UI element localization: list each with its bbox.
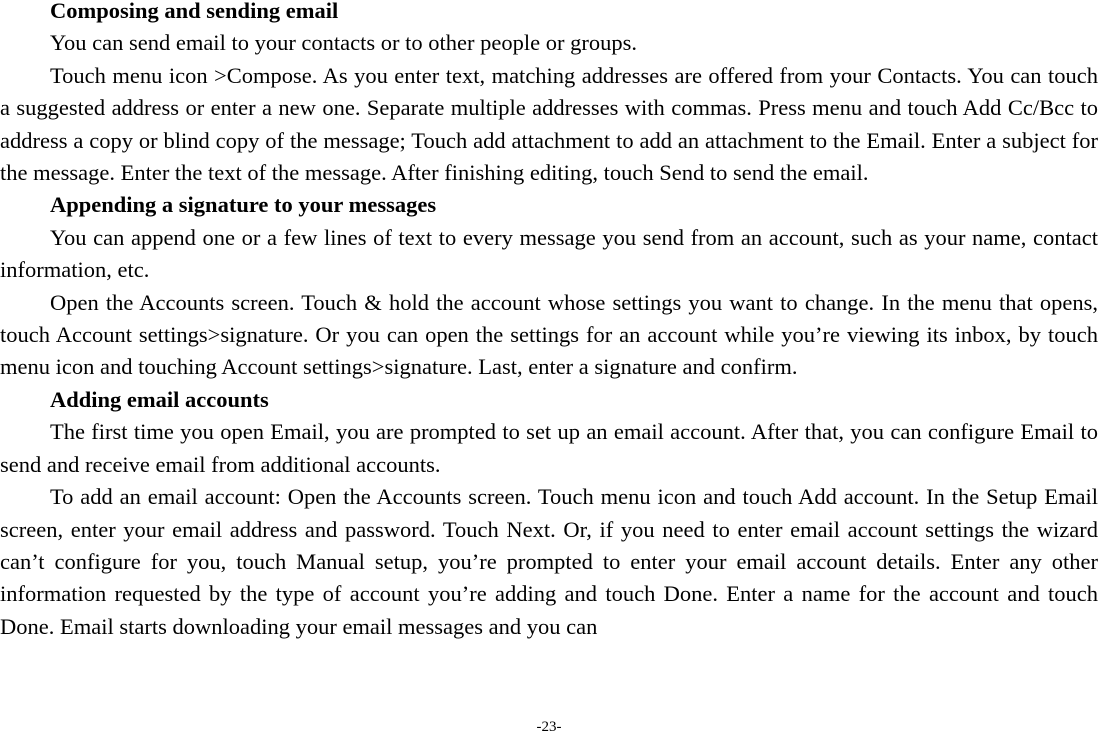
paragraph: Touch menu icon >Compose. As you enter text, matching addresses are offered from your Contacts. You can touch a suggested address or enter a new one. Separate multiple addresses with commas. Press menu and touch Add Cc/Bcc to address a copy or blind copy of the message; Touch add attachment to add an attachment to the Email. Enter a subject for the message. Enter the text of the message. After finishing editing, touch Send to send the email. — [0, 62, 1098, 186]
section-heading: Appending a signature to your messages — [50, 192, 437, 218]
paragraph: You can send email to your contacts or to other people or groups. — [50, 30, 637, 56]
section-heading: Composing and sending email — [50, 0, 339, 23]
section-composing-email — [0, 0, 1098, 189]
section-heading: Adding email accounts — [50, 386, 269, 412]
paragraph: To add an email account: Open the Accounts screen. Touch menu icon and touch Add account. In the Setup Email screen, enter your email address and password. Touch Next. Or, if you need to enter email account settings the wizard can’t configure for you, touch Manual setup, you’re prompted to enter your email account details. Enter any other information requested by the type of account you’re adding and touch Done. Enter a name for the account and touch Done. Email starts downloading your email messages and you can — [0, 484, 1098, 639]
section-adding-accounts — [0, 384, 1098, 643]
section-appending-signature — [0, 189, 1098, 383]
paragraph: You can append one or a few lines of text to every message you send from an account, such as your name, contact information, etc. — [0, 224, 1098, 283]
page-number: -23- — [536, 719, 562, 735]
paragraph: Open the Accounts screen. Touch & hold the account whose settings you want to change. In the menu that opens, touch Account settings>signature. Or you can open the settings for an account while you’re viewing its inbox, by touch menu icon and touching Account settings>signature. Last, enter a signature and confirm. — [0, 289, 1098, 380]
paragraph: The first time you open Email, you are prompted to set up an email account. After that, you can configure Email to send and receive email from additional accounts. — [0, 419, 1098, 477]
